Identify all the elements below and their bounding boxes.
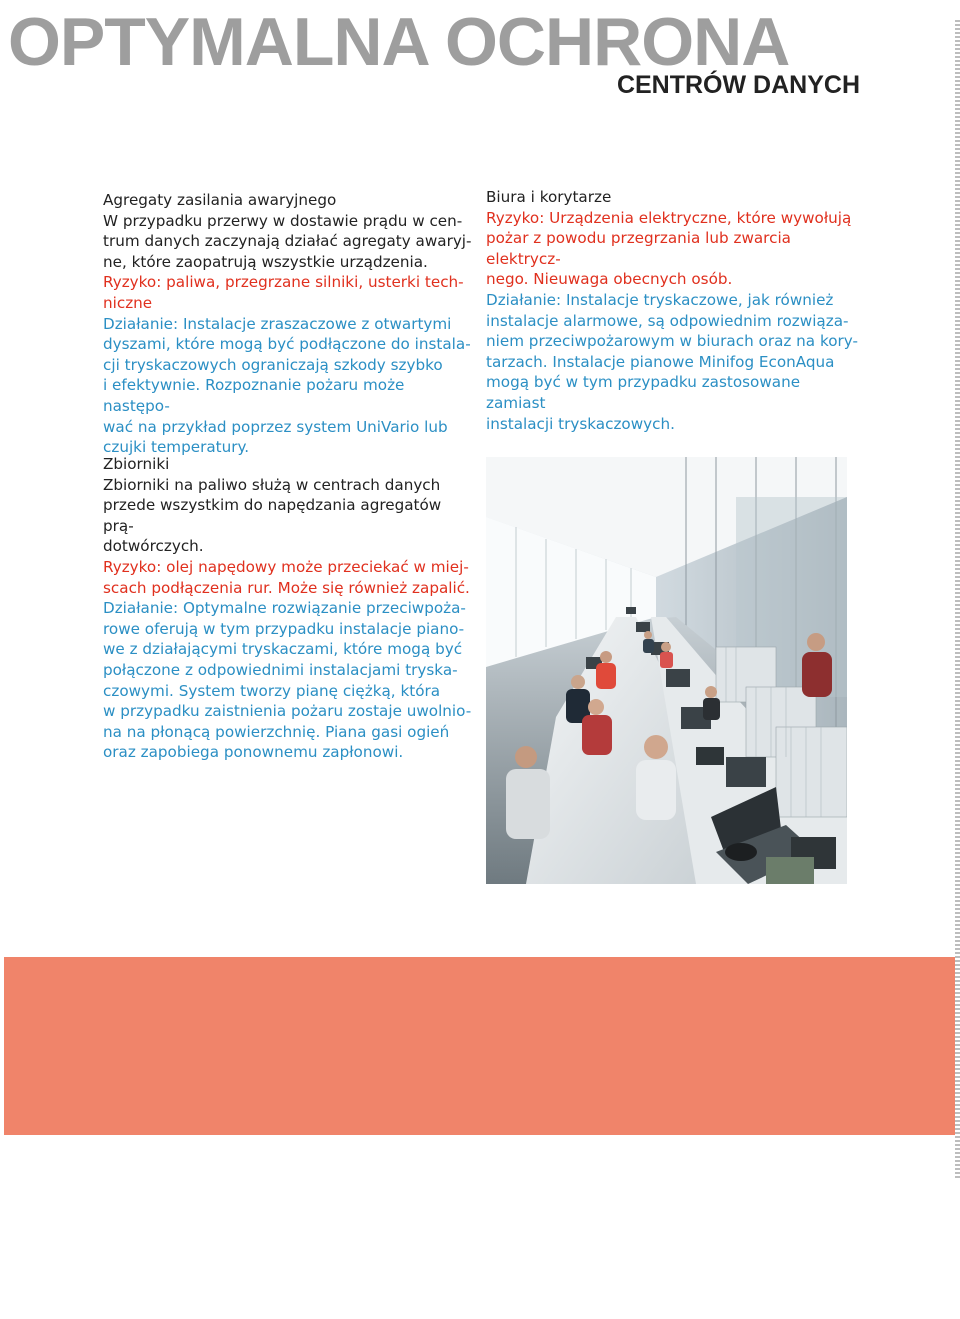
page-edge-strip: [955, 20, 960, 1180]
page-title: OPTYMALNA OCHRONA: [8, 4, 790, 80]
intro-line: Zbiorniki na paliwo służą w centrach danych: [103, 475, 441, 494]
risk-line: niczne: [103, 293, 153, 312]
action-line: instalacje alarmowe, są odpowiednim rozwiąza-: [486, 311, 849, 330]
intro-line: przede wszystkim do napędzania agregatów prą-: [103, 496, 442, 535]
action-line: rowe oferują w tym przypadku instalacje piano-: [103, 619, 465, 638]
action-line: [103, 314, 475, 335]
action-line: cji tryskaczowych ograniczają szkody szybko: [103, 355, 443, 374]
action-label: Działanie:: [103, 314, 179, 333]
section-tanks: [103, 454, 475, 763]
action-line: oraz zapobiega ponownemu zapłonowi.: [103, 743, 404, 762]
risk-label: Ryzyko:: [103, 273, 162, 292]
action-line: we z działającymi tryskaczami, które mogą być: [103, 640, 463, 659]
action-text: Instalacje zraszaczowe z otwartymi: [178, 314, 452, 333]
action-line: mogą być w tym przypadku zastosowane zamiast: [486, 373, 801, 412]
risk-line: [103, 557, 475, 578]
action-line: połączone z odpowiednimi instalacjami tryska-: [103, 660, 458, 679]
action-line: dyszami, które mogą być podłączone do instala-: [103, 335, 471, 354]
risk-text: Urządzenia elektryczne, które wywołują: [544, 208, 852, 227]
section-heading: Agregaty zasilania awaryjnego: [103, 191, 337, 209]
page-subtitle: CENTRÓW DANYCH: [616, 71, 860, 99]
section-generators: [103, 190, 475, 458]
intro-line: W przypadku przerwy w dostawie prądu w cen-: [103, 211, 463, 230]
action-line: [486, 290, 858, 311]
action-line: czowymi. System tworzy pianę ciężką, która: [103, 681, 441, 700]
intro-line: dotwórczych.: [103, 537, 204, 556]
action-label: Działanie:: [103, 599, 179, 618]
action-text: Instalacje tryskaczowe, jak również: [561, 290, 834, 309]
risk-label: Ryzyko:: [486, 208, 545, 227]
action-line: wać na przykład poprzez system UniVario lub: [103, 417, 448, 436]
action-line: niem przeciwpożarowym w biurach oraz na kory-: [486, 332, 858, 351]
action-line: tarzach. Instalacje pianowe Minifog EconAqua: [486, 352, 835, 371]
action-line: instalacji tryskaczowych.: [486, 414, 675, 433]
intro-line: trum danych zaczynają działać agregaty awaryj-: [103, 232, 472, 251]
action-line: i efektywnie. Rozpoznanie pożaru może następo-: [103, 376, 405, 415]
section-heading: Biura i korytarze: [486, 188, 612, 206]
risk-label: Ryzyko:: [103, 557, 162, 576]
salmon-panel: [4, 957, 955, 1135]
intro-line: ne, które zaopatrują wszystkie urządzenia.: [103, 252, 428, 271]
risk-text: olej napędowy może przeciekać w miej-: [161, 557, 469, 576]
risk-line: [486, 208, 858, 229]
section-offices: [486, 187, 858, 434]
action-label: Działanie:: [486, 290, 562, 309]
risk-line: [103, 272, 475, 293]
action-line: w przypadku zaistnienia pożaru zostaje uwolnio-: [103, 702, 472, 721]
action-text: Optymalne rozwiązanie przeciwpoża-: [178, 599, 466, 618]
risk-line: nego. Nieuwaga obecnych osób.: [486, 270, 733, 289]
action-line: na na płonącą powierzchnię. Piana gasi ogień: [103, 722, 450, 741]
office-photo: [486, 457, 847, 884]
action-line: czujki temperatury.: [103, 438, 250, 457]
action-line: [103, 598, 475, 619]
section-heading: Zbiorniki: [103, 455, 170, 473]
risk-line: pożar z powodu przegrzania lub zwarcia elektrycz-: [486, 229, 791, 268]
risk-text: paliwa, przegrzane silniki, usterki tech-: [161, 273, 464, 292]
risk-line: scach podłączenia rur. Może się również zapalić.: [103, 578, 470, 597]
